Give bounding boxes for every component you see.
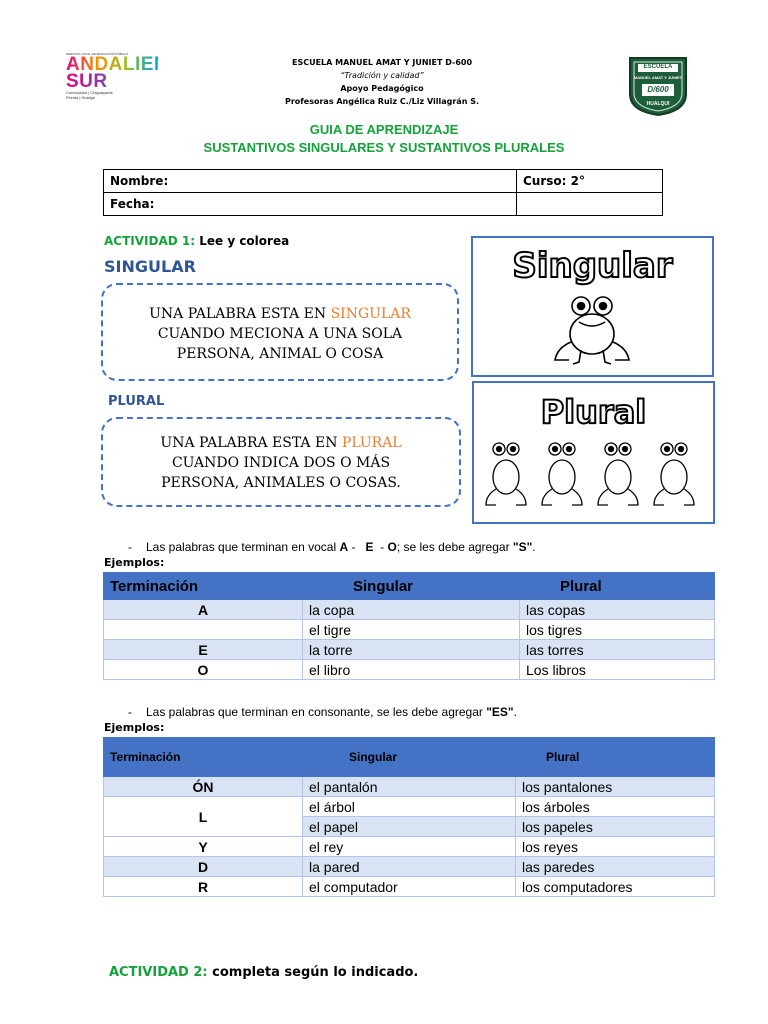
logo-tiny-text: SERVICIO LOCAL DE EDUCACIÓN PÚBLICA (66, 52, 129, 56)
singular-keyword: SINGULAR (330, 306, 411, 322)
rule-consonants: - Las palabras que terminan en consonante, se les debe agregar "ES". (128, 705, 517, 719)
singular-definition-box (101, 283, 459, 381)
vowel-examples-table (103, 572, 715, 680)
logo-line2: SUR (66, 73, 158, 90)
activity-1-label: ACTIVIDAD 1: (104, 234, 196, 248)
header-terminacion: Terminación (104, 573, 303, 600)
empty-cell[interactable] (517, 193, 663, 216)
plural-heading: PLURAL (108, 394, 165, 409)
logo-sub2: Florida | Hualqui (66, 95, 96, 100)
table-row: A la copa las copas (104, 600, 715, 620)
plural-line-2: CUANDO INDICA DOS O MÁS (171, 455, 391, 471)
frog-icon (551, 292, 633, 366)
activity-2-text: completa según lo indicado. (212, 965, 419, 980)
activity-1-heading (104, 234, 289, 248)
frogs-icon (482, 435, 708, 511)
singular-line-1: UNA PALABRA ESTA EN SINGULAR (149, 306, 411, 322)
singular-image (471, 236, 714, 377)
rule-vowels: - Las palabras que terminan en vocal A - E - O; se les debe agregar "S". (128, 540, 536, 554)
shield-text-3: D/600 (647, 85, 669, 94)
shield-text-4: HUALQUI (646, 101, 670, 107)
table-row: Y el rey los reyes (104, 837, 715, 857)
date-field[interactable] (104, 193, 517, 216)
table-row: L el árbol los árboles (104, 797, 715, 817)
examples-label-1: Ejemplos: (104, 556, 165, 569)
table-row: el papel los papeles (104, 817, 715, 837)
shield-text-1: ESCUELA (643, 64, 673, 70)
table-header-row (104, 738, 715, 777)
student-info-table (103, 169, 663, 216)
plural-image-word: Plural (540, 393, 647, 431)
guide-title: GUIA DE APRENDIZAJE (309, 122, 459, 137)
name-label: Nombre: (110, 174, 169, 188)
singular-image-word: Singular (512, 246, 673, 286)
table-header-row (104, 573, 715, 600)
header-plural: Plural (520, 573, 715, 600)
department: Apoyo Pedagógico (340, 84, 424, 93)
activity-2-label: ACTIVIDAD 2: (109, 965, 208, 980)
header-plural: Plural (516, 738, 715, 777)
plural-keyword: PLURAL (341, 435, 402, 451)
activity-2-heading (109, 965, 418, 980)
logo-sub1: Concepción | Chiguayante (66, 90, 113, 95)
table-row: E la torre las torres (104, 640, 715, 660)
singular-heading: SINGULAR (104, 257, 196, 276)
name-field[interactable] (104, 170, 517, 193)
plural-image (472, 381, 715, 524)
course-field[interactable] (517, 170, 663, 193)
shield-text-2: MANUEL AMAT Y JUNIET (633, 75, 683, 80)
course-label: Curso: 2° (523, 174, 585, 188)
singular-line-2: CUANDO MECIONA A UNA SOLA (157, 326, 403, 342)
teachers: Profesoras Angélica Ruiz C./Liz Villagrán S. (285, 97, 479, 106)
guide-subtitle: SUSTANTIVOS SINGULARES Y SUSTANTIVOS PLURALES (203, 140, 565, 155)
table-row: O el libro Los libros (104, 660, 715, 680)
logo-line1: ANDALIÉN (66, 54, 169, 75)
header-singular: Singular (303, 738, 516, 777)
table-row: D la pared las paredes (104, 857, 715, 877)
consonant-examples-table (103, 737, 715, 897)
table-row: el tigre los tigres (104, 620, 715, 640)
andalien-sur-logo (66, 52, 169, 108)
plural-line-1: UNA PALABRA ESTA EN PLURAL (160, 435, 402, 451)
school-motto: “Tradición y calidad” (340, 71, 424, 80)
plural-definition-box (101, 417, 461, 507)
school-name: ESCUELA MANUEL AMAT Y JUNIET D-600 (291, 58, 473, 67)
header-singular: Singular (303, 573, 520, 600)
table-row: R el computador los computadores (104, 877, 715, 897)
header-terminacion: Terminación (104, 738, 303, 777)
plural-line-3: PERSONA, ANIMALES O COSAS. (161, 475, 401, 491)
school-shield-logo (628, 56, 688, 116)
activity-1-text: Lee y colorea (199, 234, 290, 248)
examples-label-2: Ejemplos: (104, 721, 165, 734)
singular-line-3: PERSONA, ANIMAL O COSA (176, 346, 384, 362)
date-label: Fecha: (110, 197, 155, 211)
table-row: ÓN el pantalón los pantalones (104, 777, 715, 797)
school-header (250, 56, 514, 108)
